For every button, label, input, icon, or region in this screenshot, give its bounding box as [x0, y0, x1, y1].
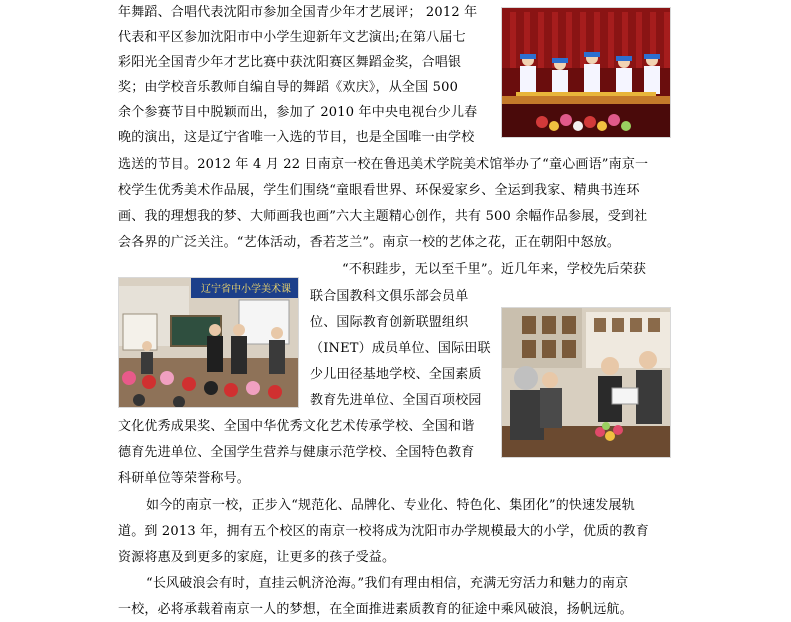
text-line-22: 资源将惠及到更多的家庭，让更多的孩子受益。 [118, 550, 396, 565]
text-line-23: “长风破浪会有时，直挂云帆济沧海。”我们有理由相信，充满无穷活力和魅力的南京 [146, 576, 629, 591]
text-line-13: 位、国际教育创新联盟组织 [310, 315, 469, 330]
text-line-4: 奖；由学校音乐教师自编自导的舞蹈《欢庆》，从全国 500 [118, 80, 459, 95]
text-line-8: 校学生优秀美术作品展，学生们围绕“童眼看世界、环保爱家乡、全运到我家、精典书连环 [118, 183, 640, 198]
text-line-6: 晚的演出，这是辽宁省唯一入选的节目，也是全国唯一由学校 [118, 130, 475, 145]
text-line-17: 文化优秀成果奖、全国中华优秀文化艺术传承学校、全国和谐 [118, 419, 475, 434]
text-line-7: 选送的节目。2012 年 4 月 22 日南京一校在鲁迅美术学院美术馆举办了“童心画语”南京一 [118, 157, 649, 172]
text-line-5: 余个参赛节目中脱颖而出，参加了 2010 年中央电视台少儿春 [118, 105, 478, 120]
text-line-3: 彩阳光全国青少年才艺比赛中获沈阳赛区舞蹈金奖，合唱银 [118, 55, 462, 70]
text-line-18: 德育先进单位、全国学生营养与健康示范学校、全国特色教育 [118, 445, 475, 460]
text-line-20: 如今的南京一校，正步入“规范化、品牌化、专业化、特色化、集团化”的快速发展轨 [146, 498, 635, 513]
text-line-19: 科研单位等荣誉称号。 [118, 471, 251, 486]
text-line-24: 一校，必将承载着南京一人的梦想，在全面推进素质教育的征途中乘风破浪，扬帆远航。 [118, 602, 633, 617]
award-ceremony-photo [501, 307, 671, 458]
text-line-9: 画、我的理想我的梦、大师画我也画”六大主题精心创作，共有 500 余幅作品参展，受到社 [118, 209, 648, 224]
text-line-11: “不积跬步，无以至千里”。近几年来，学校先后荣获 [342, 262, 647, 277]
text-line-14: （INET）成员单位、国际田联 [310, 341, 491, 356]
text-line-12: 联合国教科文俱乐部会员单 [310, 289, 469, 304]
text-line-16: 教育先进单位、全国百项校园 [310, 393, 482, 408]
text-line-10: 会各界的广泛关注。“艺体活动，香若芝兰”。南京一校的艺体之花，正在朝阳中怒放。 [118, 235, 621, 250]
text-line-21: 道。到 2013 年，拥有五个校区的南京一校将成为沈阳市办学规模最大的小学，优质的教育 [118, 524, 649, 539]
dance-performance-photo [501, 7, 671, 138]
text-line-1: 年舞蹈、合唱代表沈阳市参加全国青少年才艺展评； 2012 年 [118, 5, 478, 20]
art-exhibition-photo [118, 277, 299, 408]
text-line-2: 代表和平区参加沈阳市中小学生迎新年文艺演出;在第八届七 [118, 30, 466, 45]
banner-text: 辽宁省中小学美术课 [201, 284, 291, 295]
text-line-15: 少儿田径基地学校、全国素质 [310, 367, 482, 382]
